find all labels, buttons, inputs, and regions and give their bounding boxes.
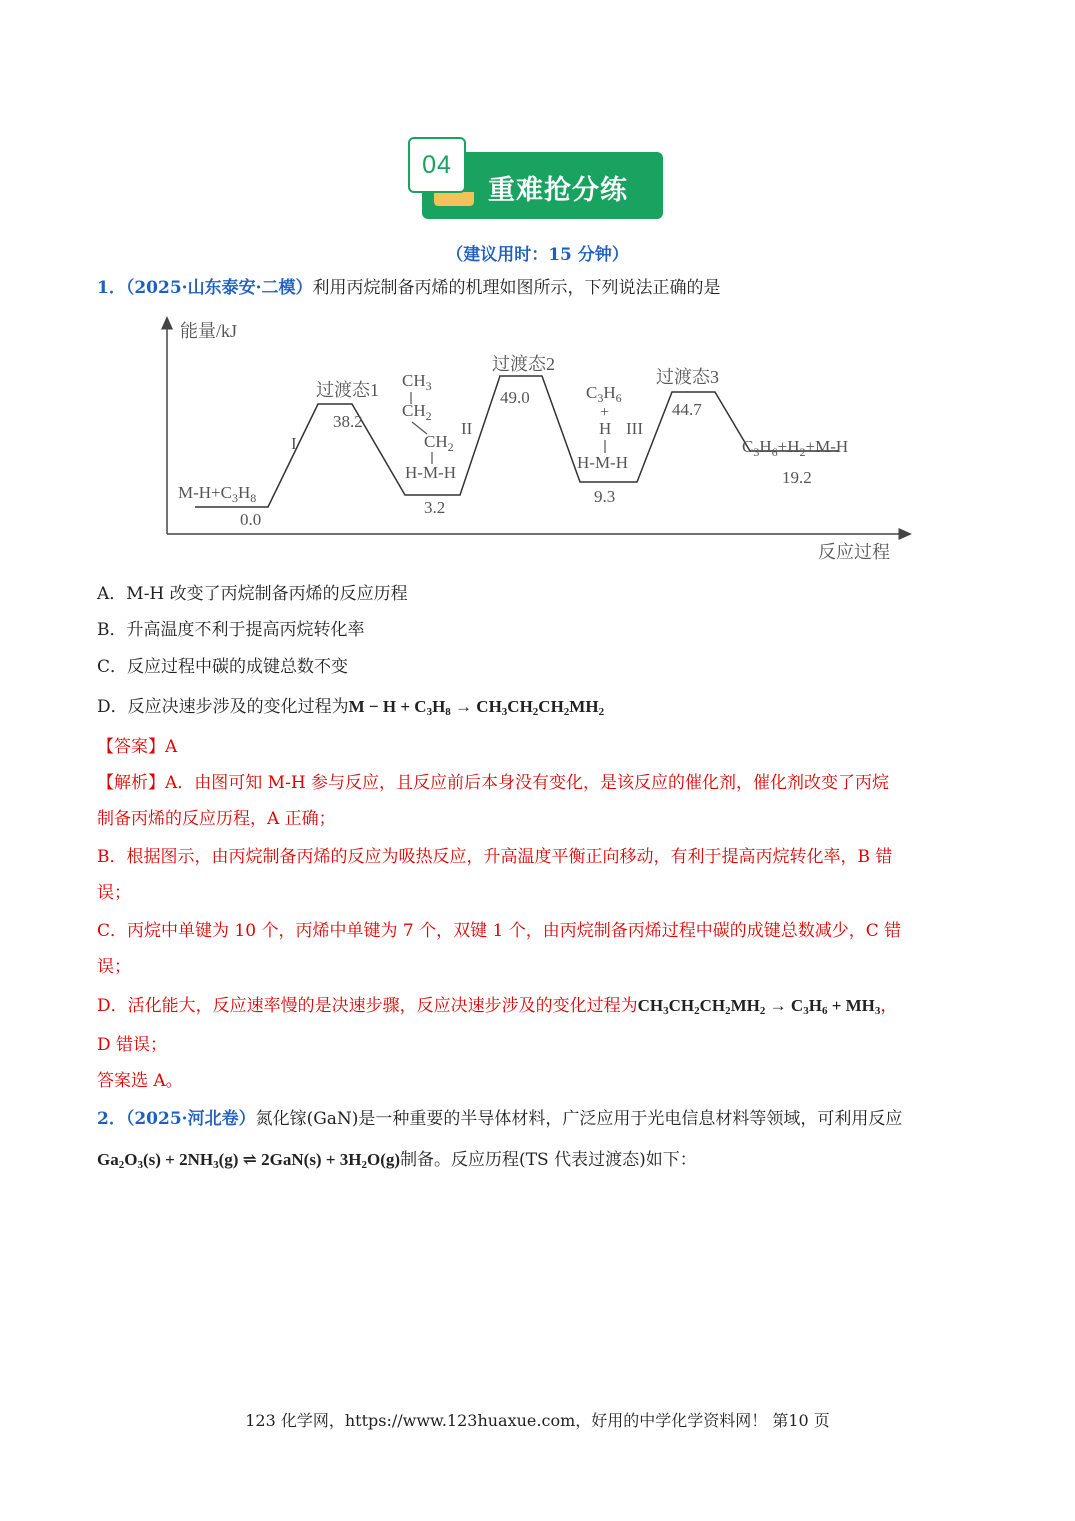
ts1-energy-value: 38.2 xyxy=(333,412,363,431)
analysis-final: 答案选 A。 xyxy=(97,1071,183,1091)
time-hint: （建议用时：15 分钟） xyxy=(446,245,629,265)
analysis-line-d1 xyxy=(97,995,897,1017)
ts3-energy-value: 44.7 xyxy=(672,400,702,419)
int2-plus: + xyxy=(600,404,610,421)
q1-stem: 利用丙烷制备丙烯的机理如图所示，下列说法正确的是 xyxy=(312,278,721,298)
answer-label: 【答案】 xyxy=(97,737,165,757)
end-energy-value: 19.2 xyxy=(782,468,812,487)
int1-energy-value: 3.2 xyxy=(424,498,446,517)
analysis-d-end: ， xyxy=(880,996,898,1016)
ts2-energy-value: 49.0 xyxy=(500,388,530,407)
analysis-line-d2: D 错误； xyxy=(97,1035,168,1055)
section-number-box xyxy=(408,137,466,193)
analysis-line-a1 xyxy=(97,772,889,794)
option-b-text: 升高温度不利于提高丙烷转化率 xyxy=(126,620,365,640)
analysis-line-b2: 误； xyxy=(97,883,131,903)
option-c-text: 反应过程中碳的成键总数不变 xyxy=(127,657,349,677)
q2-stem-2: 制备。反应历程(TS 代表过渡态)如下： xyxy=(400,1150,697,1170)
option-d-formula: $M - H + C_3H_8 \to CH_3CH_2CH_2MH_2$ xyxy=(348,697,605,718)
q2-reaction-formula: $Ga_2O_3(s) + 2NH_3(g)$ ⇌ $2GaN(s) + 3H_2O(g)$ xyxy=(97,1150,401,1171)
page-footer: 123 化学网，https://www.123huaxue.com，好用的中学化学资料网！ 第10 页 xyxy=(245,1411,830,1430)
option-a-label: A． xyxy=(97,584,127,604)
energy-profile-diagram xyxy=(150,312,920,572)
q2-source: （2025·河北卷） xyxy=(125,1109,256,1129)
int2-hmh: H-M-H xyxy=(577,453,628,472)
start-energy-value: 0.0 xyxy=(240,510,262,529)
q2-number: 2． xyxy=(97,1109,126,1129)
step-III-label: III xyxy=(626,419,643,438)
step-II-label: II xyxy=(461,419,473,438)
int1-ch3: $CH_3$ xyxy=(402,371,432,393)
int2-c3h6: $C_3H_6$ xyxy=(586,383,622,405)
ts3-label: 过渡态3 xyxy=(656,367,719,387)
option-c xyxy=(97,656,348,678)
analysis-line-a2: 制备丙烯的反应历程，A 正确； xyxy=(97,809,336,829)
section-badge-accent xyxy=(434,192,474,206)
ts2-label: 过渡态2 xyxy=(492,354,555,374)
option-d-label: D． xyxy=(97,697,128,717)
analysis-line-b1: B．根据图示，由丙烷制备丙烯的反应为吸热反应，升高温度平衡正向移动，有利于提高丙烷转化率，B 错 xyxy=(97,847,893,867)
q2-stem-line xyxy=(97,1108,902,1130)
option-a xyxy=(97,583,408,605)
step-I-label: I xyxy=(291,434,297,453)
analysis-d-formula: $CH_3CH_2CH_2MH_2 \to C_3H_6 + MH_3$ xyxy=(637,996,881,1017)
q2-stem: 氮化镓(GaN)是一种重要的半导体材料，广泛应用于光电信息材料等领域，可利用反应 xyxy=(255,1109,903,1129)
section-number: 04 xyxy=(422,151,452,179)
section-title: 重难抢分练 xyxy=(488,175,628,206)
start-species-label: $M-H+C_3H_8$ xyxy=(178,483,257,505)
analysis-line-c2: 误； xyxy=(97,957,131,977)
q1-source: （2025·山东泰安·二模） xyxy=(125,278,313,298)
x-axis-label: 反应过程 xyxy=(818,542,890,562)
option-a-text: M-H 改变了丙烷制备丙烯的反应历程 xyxy=(126,584,408,604)
option-b xyxy=(97,619,365,641)
analysis-a-text: A．由图可知 M-H 参与反应，且反应前后本身没有变化，是该反应的催化剂，催化剂改变了丙烷 xyxy=(165,773,890,793)
analysis-line-c1: C．丙烷中单键为 10 个，丙烯中单键为 7 个，双键 1 个，由丙烷制备丙烯过程中碳的成键总数减少，C 错 xyxy=(97,921,902,941)
end-species-label: $C_3H_6+H_2+M-H$ xyxy=(742,437,849,459)
option-d xyxy=(97,696,604,718)
answer-line xyxy=(97,736,177,758)
y-axis-label: 能量/kJ xyxy=(180,321,238,341)
option-c-label: C． xyxy=(97,657,128,677)
int1-ch2a: $CH_2$ xyxy=(402,401,432,423)
q2-stem-line-2 xyxy=(97,1149,697,1171)
int2-h: H xyxy=(599,419,612,438)
int2-energy-value: 9.3 xyxy=(594,487,616,506)
int1-hmh: H-M-H xyxy=(405,463,456,482)
answer-value: A xyxy=(165,737,178,757)
option-b-label: B． xyxy=(97,620,127,640)
analysis-d-text: D．活化能大，反应速率慢的是决速步骤，反应决速步涉及的变化过程为 xyxy=(97,996,638,1016)
int1-ch2b: $CH_2$ xyxy=(424,432,454,454)
q1-number: 1． xyxy=(97,278,126,298)
ts1-label: 过渡态1 xyxy=(316,380,379,400)
q1-stem-line xyxy=(97,277,721,299)
analysis-label: 【解析】 xyxy=(97,773,165,793)
option-d-text: 反应决速步涉及的变化过程为 xyxy=(127,697,349,717)
